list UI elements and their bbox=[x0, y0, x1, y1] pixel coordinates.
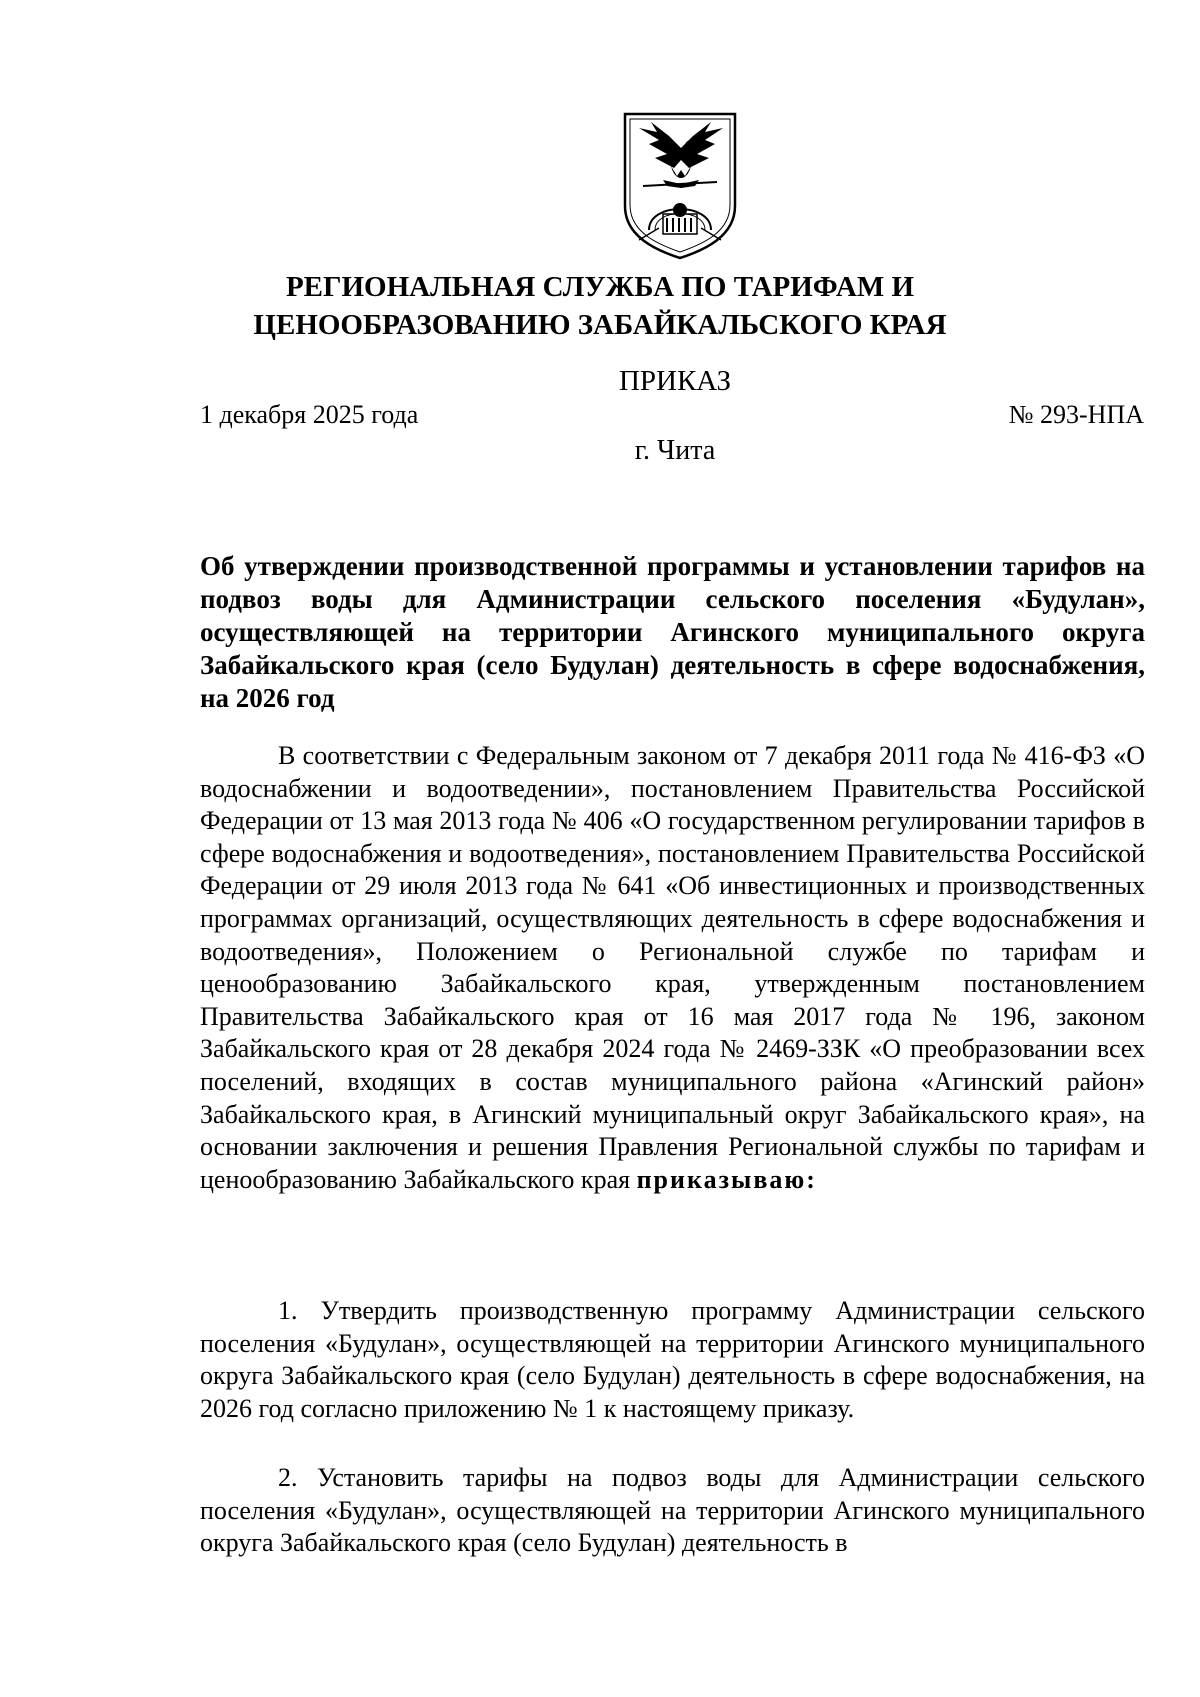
decree-word: приказываю: bbox=[636, 1164, 817, 1194]
agency-title-line2: ЦЕНООБРАЗОВАНИЮ ЗАБАЙКАЛЬСКОГО КРАЯ bbox=[253, 309, 947, 341]
preamble-paragraph bbox=[200, 740, 1145, 1196]
order-heading: ПРИКАЗ bbox=[618, 365, 732, 397]
order-item-2: 2. Установить тарифы на подвоз воды для Администрации сельского поселения «Будулан», осуществляющей на территории Агинского муниципального округа Забайкальского края (село Будулан) деятельность в bbox=[200, 1463, 1145, 1558]
order-subject: Об утверждении производственной программы и установлении тарифов на подвоз воды для Администрации сельского поселения «Будулан», осуществляющей на территории Агинского муниципального округа Забайкальского края (село Будулан) деятельность в сфере водоснабжения, на 2026 год bbox=[200, 551, 1145, 713]
order-city: г. Чита bbox=[634, 435, 716, 466]
order-number: № 293-НПА bbox=[1008, 400, 1144, 429]
coat-of-arms-icon bbox=[619, 110, 741, 262]
order-date: 1 декабря 2025 года bbox=[200, 400, 419, 429]
agency-title bbox=[200, 268, 1000, 344]
order-item-1: 1. Утвердить производственную программу Администрации сельского поселения «Будулан», осуществляющей на территории Агинского муниципального округа Забайкальского края (село Будулан) деятельность в сфере водоснабжения, на 2026 год согласно приложению № 1 к настоящему приказу. bbox=[200, 1296, 1145, 1423]
agency-title-line1: РЕГИОНАЛЬНАЯ СЛУЖБА ПО ТАРИФАМ И bbox=[285, 271, 915, 303]
preamble-text: В соответствии с Федеральным законом от 7 декабря 2011 года № 416-ФЗ «О водоснабжении и водоотведении», постановлением Правительства Российской Федерации от 13 мая 2013 года № 406 «О государственном регулировании тарифов в сфере водоснабжения и водоотведения», постановлением Правительства Российской Федерации от 29 июля 2013 года № 641 «Об инвестиционных и производственных программах организаций, осуществляющих деятельность в сфере водоснабжения и водоотведения», Положением о Региональной службе по тарифам и ценообразованию Забайкальского края, утвержденным постановлением Правительства Забайкальского края от 16 мая 2017 года № 196, законом Забайкальского края от 28 декабря 2024 года № 2469-ЗЗК «О преобразовании всех поселений, входящих в состав муниципального района «Агинский район» Забайкальского края, в Агинский муниципальный округ Забайкальского края», на основании заключения и решения Правления Региональной службы по тарифам и ценообразованию Забайкальского края bbox=[200, 741, 1145, 1194]
